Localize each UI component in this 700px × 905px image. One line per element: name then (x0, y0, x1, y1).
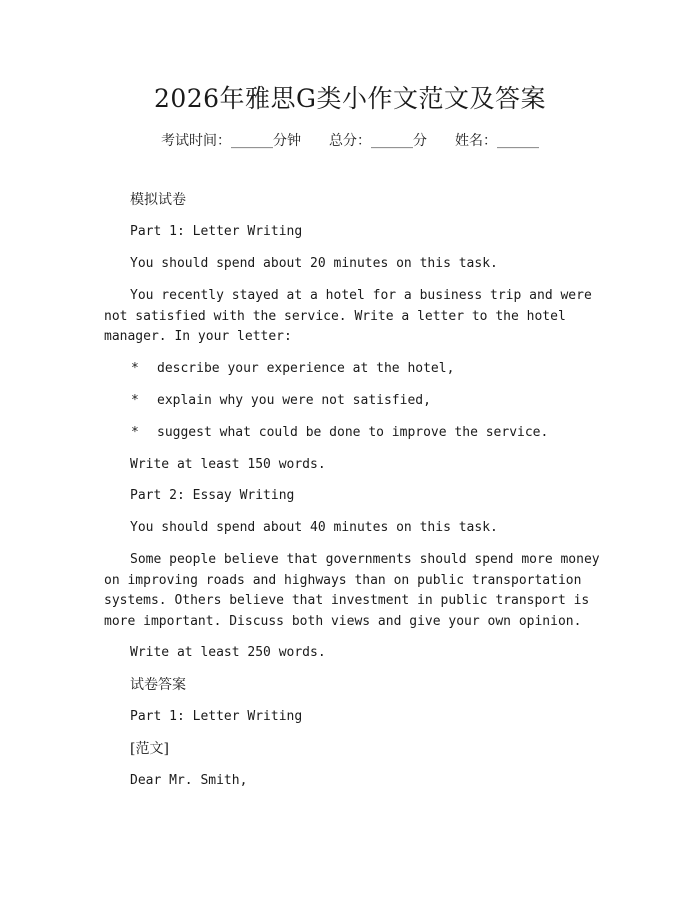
part1-word-count: Write at least 150 words. (130, 457, 326, 472)
part1-bullet (131, 359, 454, 379)
name-field: 姓名：______ (455, 133, 539, 149)
exam-time-field: 考试时间：______分钟 (161, 133, 301, 149)
part1-time-instruction: You should spend about 20 minutes on this task. (130, 256, 498, 271)
part1-bullet (131, 391, 431, 411)
bullet-mark: * (131, 361, 139, 376)
part2-time-instruction: You should spend about 40 minutes on this task. (130, 520, 498, 535)
part2-word-count: Write at least 250 words. (130, 645, 326, 660)
bullet-text: suggest what could be done to improve the service. (157, 425, 549, 440)
part1-prompt: You recently stayed at a hotel for a business trip and were not satisfied with the service. Write a letter to the hotel manager. In your letter: (104, 288, 600, 344)
part2-heading: Part 2: Essay Writing (130, 488, 295, 503)
bullet-mark: * (131, 393, 139, 408)
sample-essay-label: [范文] (130, 741, 169, 757)
bullet-mark: * (131, 425, 139, 440)
bullet-text: describe your experience at the hotel, (157, 361, 455, 376)
part1-bullet (131, 423, 548, 443)
part2-prompt: Some people believe that governments should spend more money on improving roads and highways than on public transportation systems. Others believe that investment in public transport is more important. Discuss both views and give your own opinion. (104, 552, 608, 629)
letter-salutation: Dear Mr. Smith, (130, 773, 248, 788)
total-score-field: 总分：______分 (329, 133, 427, 149)
document-title: 2026年雅思G类小作文范文及答案 (153, 84, 547, 113)
exam-meta-line (0, 131, 700, 151)
part1-heading: Part 1: Letter Writing (130, 224, 303, 239)
mock-exam-heading: 模拟试卷 (130, 192, 186, 208)
answers-part1-heading: Part 1: Letter Writing (130, 709, 303, 724)
answers-heading: 试卷答案 (130, 677, 186, 693)
bullet-text: explain why you were not satisfied, (157, 393, 431, 408)
